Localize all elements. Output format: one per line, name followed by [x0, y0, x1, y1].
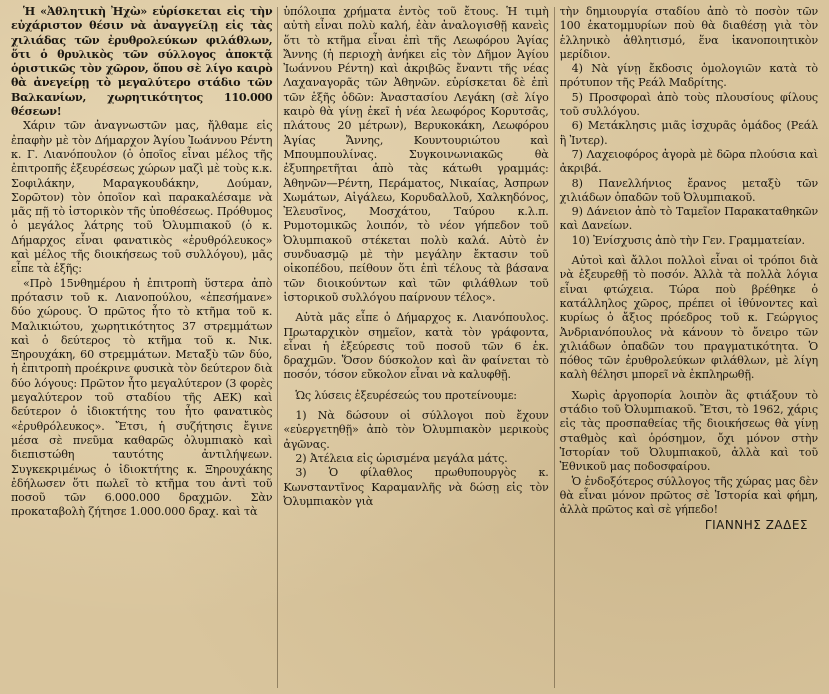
body-paragraph: ὑπόλοιπα χρήματα ἐντὸς τοῦ ἔτους. Ἡ τιμὴ αὐτὴ εἶναι πολὺ καλή, ἐὰν ἀναλογισθῇ κανεὶς ὅτι τὸ κτῆμα εἶναι ἐπὶ τῆς Λεωφόρου Ἁγίας Ἄννης (ἡ περιοχὴ ἀνήκει εἰς τὸν Δῆμον Ἁγίου Ἰωάννου Ρέντη) καὶ ἀκριβῶς ἔναντι τῆς νέας Λαχαναγορᾶς τῶν Ἀθηνῶν. εὑρίσκεται δὲ ἐπὶ τῶν ἑξῆς ὁδῶν: Ἀναστασίου Λεγάκη (σὲ λίγο καιρὸ θὰ γίνῃ ἐκεῖ ἡ νέα λεωφόρος Κορυτσᾶς, πλάτους 20 μέτρων), Βερυκοκάκη, Λεωφόρου Ἁγίας Ἄννης, Κουντουριώτου καὶ Μπουμπουλίνας. Συγκοινωνιακῶς θὰ ἐξυπηρετῆται ἀπὸ τὰς κάτωθι γραμμάς: Ἀθηνῶν—Ρέντη, Περάματος, Νικαίας, Ἀσπρων Χωμάτων, Αἰγάλεω, Κορυδαλλοῦ, Χαλκηδόνος, Ἐλευσῖνος, Μοσχάτου, Ταύρου κ.λ.π. Ρυμοτομικῶς λοιπόν, τὸ νέον γήπεδον τοῦ Ὀλυμπιακοῦ στέκεται πολὺ καλά. Αὐτὸ ἐν συνδυασμῷ μὲ τὴν μεγάλην ἔκτασιν τοῦ οἰκοπέδου, πείθουν ὅτι ἐπὶ τέλους τὰ βάσανα τῶν διοικούντων καὶ τῶν φιλάθλων τοῦ ἱστορικοῦ συλλόγου παίρνουν τέλος». [283, 5, 549, 304]
list-item: 4) Νὰ γίνῃ ἔκδοσις ὁμολογιῶν κατὰ τὸ πρότυπον τῆς Ρεάλ Μαδρίτης. [559, 62, 818, 90]
body-paragraph: Ὡς λύσεις ἐξευρέσεώς του προτείνουμε: [295, 388, 517, 402]
body-paragraph: Χάριν τῶν ἀναγνωστῶν μας, ἤλθαμε εἰς ἐπαφὴν μὲ τὸν Δήμαρχον Ἁγίου Ἰωάννου Ρέντη κ. Γ. Λιανόπουλον (ὁ ὁποῖος εἶναι μέλος τῆς ἐπιτροπῆς ἐξευρέσεως χώρων μαζὶ μὲ τοὺς κ.κ. Σοφιλάκην, Μαραγκουδάκην, Δούμαν, Σορῶτον) τὸν ὁποῖον καὶ παρακαλέσαμε νὰ μᾶς πῇ τὸ ἱστορικὸν τῆς ὑποθέσεως. Πρόθυμος ὁ μεγάλος λάτρης τοῦ Ὀλυμπιακοῦ (ὁ κ. Δήμαρχος εἶναι φανατικὸς «ἐρυθρόλευκος» καὶ μέλος τῆς διοικήσεως τοῦ συλλόγου), μᾶς εἶπε τὰ ἑξῆς: [11, 119, 273, 276]
list-item: 2) Ἀτέλεια εἰς ὡρισμένα μεγάλα μάτς. [295, 451, 508, 465]
body-paragraph: Ὁ ἐνδοξότερος σύλλογος τῆς χώρας μας δὲν θὰ εἶναι μόνον πρῶτος σὲ Ἱστορία καὶ φήμη, ἀλλὰ πρῶτος καὶ σὲ γήπεδο! [559, 474, 818, 517]
body-paragraph: τὴν δημιουργία σταδίου ἀπὸ τὸ ποσὸν τῶν 100 ἑκατομμυρίων ποὺ θὰ διαθέσῃ γιὰ τὸν ἑλληνικὸ ἀθλητισμό, ἕνα ἱκανοποιητικὸν μερίδιον. [559, 5, 818, 61]
body-paragraph: Αὐτοὶ καὶ ἄλλοι πολλοὶ εἶναι οἱ τρόποι διὰ νὰ ἐξευρεθῇ τὸ ποσόν. Ἀλλὰ τὰ πολλὰ λόγια εἶναι φτώχεια. Τώρα ποὺ βρέθηκε ὁ κατάλληλος χῶρος, πρέπει οἱ ἰθύνοντες καὶ κυρίως ὁ ἄξιος πρόεδρος τοῦ κ. Γεώργιος Ἀνδριανόπουλος νὰ κάνουν τὸ ὄνειρο τῶν χιλιάδων ὀπαδῶν του πραγματικότητα. Ὁ πόθος τῶν ἐρυθρολεύκων φιλάθλων, μὲ λίγη καλὴ θέλησι μπορεῖ νὰ ἐκπληρωθῇ. [559, 254, 818, 382]
list-item: 1) Νὰ δώσουν οἱ σύλλογοι ποὺ ἔχουν «εὐεργετηθῇ» ἀπὸ τὸν Ὀλυμπιακὸν μερικοὺς ἀγῶνας. [283, 409, 549, 451]
list-item: 10) Ἐνίσχυσις ἀπὸ τὴν Γεν. Γραμματείαν. [571, 233, 805, 247]
body-paragraph: Χωρὶς ἀργοπορία λοιπὸν ἂς φτιάξουν τὸ στάδιο τοῦ Ὀλυμπιακοῦ. Ἔτσι, τὸ 1962, χάρις εἰς τὰς προσπαθείας τῆς διοικήσεως θὰ γίνῃ σταθμὸς καὶ ὁρόσημον, ὄχι μόνον στὴν Ἱστορίαν τοῦ Ὀλυμπιακοῦ, ἀλλὰ καὶ τοῦ Ἐθνικοῦ μας ποδοσφαίρου. [559, 388, 818, 474]
column-divider [277, 7, 278, 688]
article-columns [6, 5, 823, 690]
lead-paragraph: Ἡ «Ἀθλητικὴ Ἠχὼ» εὑρίσκεται εἰς τὴν εὐχάριστον θέσιν νὰ ἀναγγείλῃ εἰς τὰς χιλιάδας τῶν ἐρυθρολεύκων φιλάθλων, ὅτι ὁ θρυλικὸς τῶν σύλλογος ἀποκτᾷ ὁριστικῶς τὸν χῶρον, ὅπου σὲ λίγο καιρὸ θὰ ἀνεγείρῃ τὸ μεγαλύτερο στάδιο τῶν Βαλκανίων, χωρητικότητος 110.000 θέσεων! [11, 5, 273, 119]
list-item: 7) Λαχειοφόρος ἀγορὰ μὲ δῶρα πλούσια καὶ ἀκριβά. [559, 147, 818, 176]
list-item: 3) Ὁ φίλαθλος πρωθυπουργὸς κ. Κωνσταντῖνος Καραμανλῆς νὰ δώσῃ εἰς τὸν Ὀλυμπιακὸν γιὰ [283, 466, 549, 508]
list-item: 5) Προσφοραὶ ἀπὸ τοὺς πλουσίους φίλους τοῦ συλλόγου. [559, 90, 818, 119]
column-divider [554, 7, 555, 688]
body-paragraph: «Πρὸ 15νθημέρου ἡ ἐπιτροπὴ ὕστερα ἀπὸ πρότασιν τοῦ κ. Λιανοπούλου, «ἐπεσήμανε» δύο χώρους. Ὁ πρῶτος ἦτο τὸ κτῆμα τοῦ κ. Μαλικιώτου, χωρητικότητος 37 στρεμμάτων καὶ ὁ δεύτερος τὸ κτῆμα τοῦ κ. Νικ. Ξηρουχάκη, 60 στρεμμάτων. Μεταξὺ τῶν δύο, ἡ ἐπιτροπὴ προέκρινε φυσικὰ τὸν δεύτερον διὰ δύο λόγους: Πρῶτον ἦτο μεγαλύτερον (3 φορὲς μεγαλύτερον τοῦ σταδίου τῆς ΑΕΚ) καὶ δεύτερον ὁ ἰδιοκτήτης του ἦτο φανατικὸς «ἐρυθρόλευκος». Ἔτσι, ἡ συζήτησις ἔγινε μέσα σὲ πνεῦμα καθαρῶς ὀλυμπιακὸ καὶ διεπιστώθη ταυτότης ἀντιλήψεων. Συγκεκριμένως ὁ ἰδιοκτήτης κ. Ξηρουχάκης ἐδήλωσεν ὅτι πωλεῖ τὸ κτῆμα του ἀντὶ τοῦ ποσοῦ τῶν 6.000.000 δραχμῶν. Σὰν προκαταβολὴ ζήτησε 1.000.000 δραχ. καὶ τὰ [11, 276, 273, 519]
list-item: 9) Δάνειον ἀπὸ τὸ Ταμεῖον Παρακαταθηκῶν καὶ Δανείων. [559, 205, 818, 233]
author-signature: ΓΙΑΝΝΗΣ ΖΑΔΕΣ [704, 518, 808, 533]
article-column-1 [6, 5, 277, 690]
list-item: 6) Μετάκλησις μιᾶς ἰσχυρᾶς ὁμάδος (Ρεάλ ἢ Ἰντερ). [559, 119, 818, 147]
article-column-2 [278, 5, 553, 690]
article-column-3 [555, 5, 823, 690]
body-paragraph: Αὐτὰ μᾶς εἶπε ὁ Δήμαρχος κ. Λιανόπουλος. Πρωταρχικὸν σημεῖον, κατὰ τὸν γράφοντα, εἶναι ἡ ἐξεύρεσις τοῦ ποσοῦ τῶν 6 ἑκ. δραχμῶν. Ὅσον δύσκολον καὶ ἂν φαίνεται τὸ ποσόν, τόσον εὔκολον εἶναι νὰ καλυφθῇ. [283, 311, 549, 382]
list-item: 8) Πανελλήνιος ἔρανος μεταξὺ τῶν χιλιάδων ὀπαδῶν τοῦ Ὀλυμπιακοῦ. [559, 176, 818, 204]
